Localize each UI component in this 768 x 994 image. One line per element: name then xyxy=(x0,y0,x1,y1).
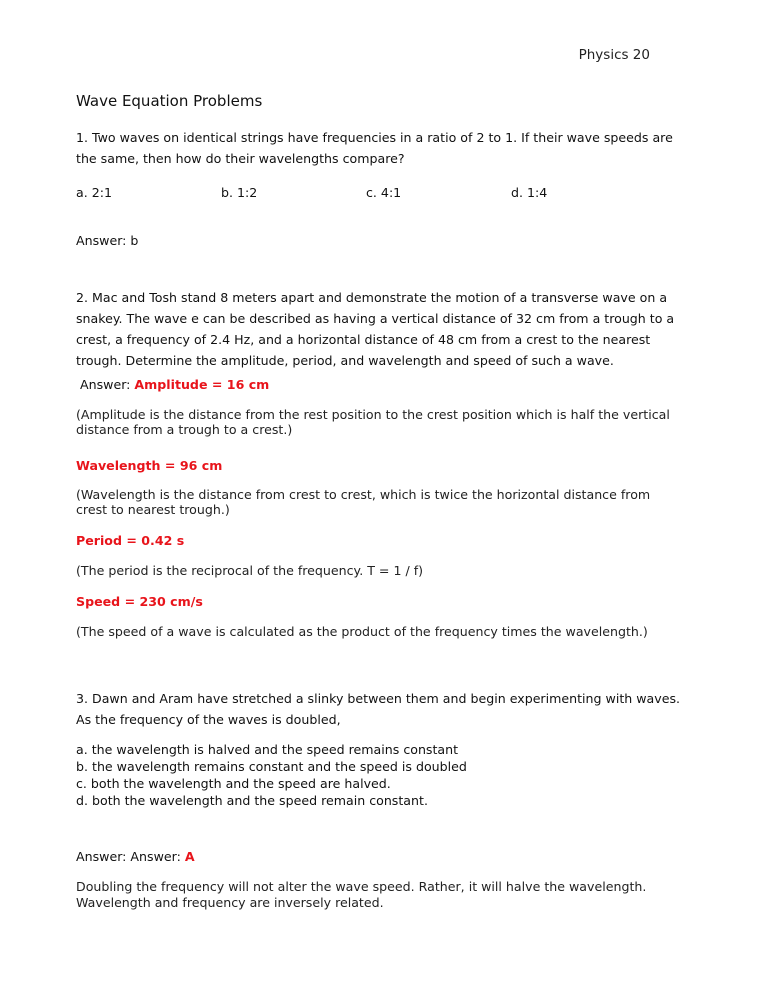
option-b: b. the wavelength remains constant and the speed is doubled xyxy=(76,759,467,774)
speed-note: (The speed of a wave is calculated as the product of the frequency times the wavelength.) xyxy=(76,624,648,639)
option-c: c. 4:1 xyxy=(366,185,402,200)
amplitude-result: Amplitude = 16 cm xyxy=(134,377,270,392)
period-result: Period = 0.42 s xyxy=(76,533,185,548)
option-a: a. 2:1 xyxy=(76,185,112,200)
option-a: a. the wavelength is halved and the speed remains constant xyxy=(76,742,459,757)
question-2-answer xyxy=(80,377,269,392)
speed-result: Speed = 230 cm/s xyxy=(76,594,203,609)
option-b: b. 1:2 xyxy=(221,185,258,200)
question-3-explanation: Doubling the frequency will not alter the wave speed. Rather, it will halve the wavelength. Wavelength and frequency are inversely related. xyxy=(76,879,647,910)
page-header: Physics 20 xyxy=(578,47,650,63)
period-note: (The period is the reciprocal of the frequency. T = 1 / f) xyxy=(76,563,424,578)
answer-label: Answer: xyxy=(80,377,131,392)
question-1-answer xyxy=(76,233,138,248)
answer-label: Answer: Answer: xyxy=(76,849,181,864)
option-c: c. both the wavelength and the speed are halved. xyxy=(76,776,391,791)
question-3-options xyxy=(76,741,682,809)
answer-label: Answer: xyxy=(76,233,127,248)
question-1-text: 1. Two waves on identical strings have frequencies in a ratio of 2 to 1. If their wave speeds are the same, then how do their wavelengths compare? xyxy=(76,130,673,166)
page-title: Wave Equation Problems xyxy=(76,92,263,110)
answer-value: b xyxy=(130,233,139,248)
answer-value: A xyxy=(184,849,195,864)
amplitude-note: (Amplitude is the distance from the rest position to the crest position which is half the vertical distance from a trough to a crest.) xyxy=(76,407,670,437)
wavelength-note: (Wavelength is the distance from crest to crest, which is twice the horizontal distance from crest to nearest trough.) xyxy=(76,487,651,517)
question-3-answer xyxy=(76,849,195,864)
option-d: d. 1:4 xyxy=(511,185,548,200)
option-d: d. both the wavelength and the speed remain constant. xyxy=(76,793,428,808)
question-2-text: 2. Mac and Tosh stand 8 meters apart and demonstrate the motion of a transverse wave on a snakey. The wave e can be described as having a vertical distance of 32 cm from a trough to a crest, a frequency of 2.4 Hz, and a horizontal distance of 48 cm from a crest to the nearest trough. Determine the amplitude, period, and wavelength and speed of such a wave. xyxy=(76,290,675,368)
wavelength-result: Wavelength = 96 cm xyxy=(76,458,223,473)
question-3-text: 3. Dawn and Aram have stretched a slinky between them and begin experimenting with waves. As the frequency of the waves is doubled, xyxy=(76,691,681,727)
